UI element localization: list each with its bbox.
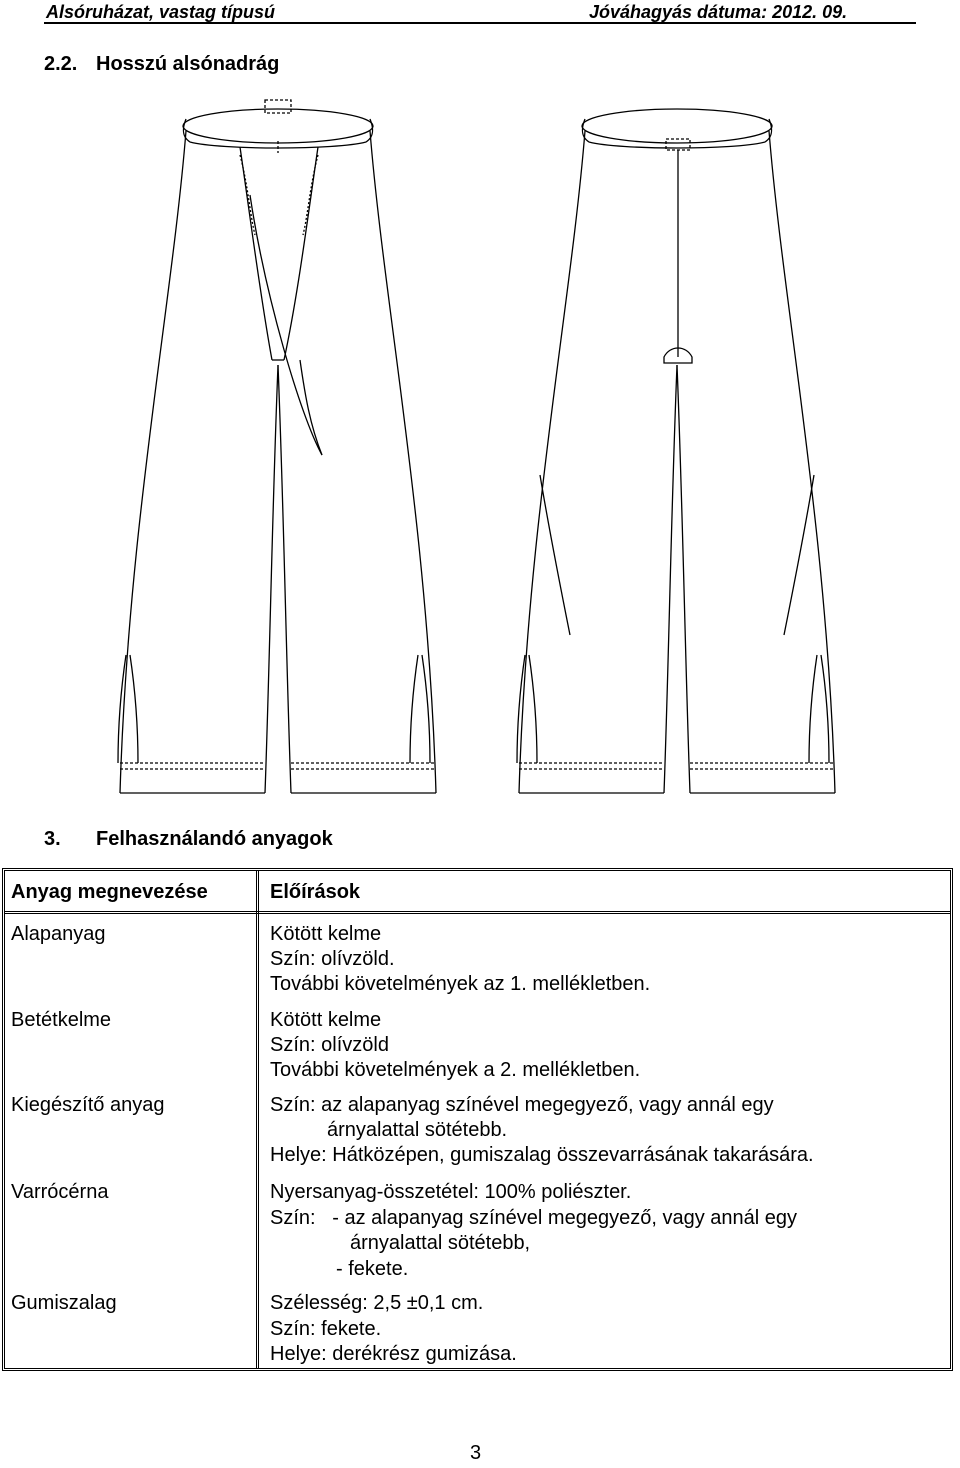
section-number: 2.2. xyxy=(44,53,78,75)
spec-line: - fekete. xyxy=(336,1258,409,1280)
spec-line: Szín: olívzöld xyxy=(270,1034,389,1056)
front-view xyxy=(118,100,436,793)
header-right: Jóváhagyás dátuma: 2012. 09. xyxy=(589,2,848,22)
spec-line: További követelmények a 2. mellékletben. xyxy=(270,1059,641,1081)
spec-line: árnyalattal sötétebb, xyxy=(350,1232,531,1254)
table-header-spec: Előírások xyxy=(270,881,361,903)
row-name-alapanyag: Alapanyag xyxy=(11,923,106,945)
header-left: Alsóruházat, vastag típusú xyxy=(46,2,276,22)
section-number: 3. xyxy=(44,828,61,850)
spec-line: Szín: olívzöld. xyxy=(270,948,395,970)
table-header-name: Anyag megnevezése xyxy=(11,881,208,903)
garment-drawing xyxy=(100,95,860,800)
back-view xyxy=(517,109,835,793)
section-heading: Hosszú alsónadrág xyxy=(96,53,280,75)
page-number: 3 xyxy=(470,1442,482,1464)
row-name-varrocerna: Varrócérna xyxy=(11,1181,109,1203)
section-title-2-2 xyxy=(44,53,279,76)
spec-line: Szín: - az alapanyag színével megegyező, vagy annál egy xyxy=(270,1207,797,1229)
spec-line: További követelmények az 1. mellékletben. xyxy=(270,973,651,995)
spec-line: Nyersanyag-összetétel: 100% poliészter. xyxy=(270,1181,632,1203)
column-divider xyxy=(256,871,259,1368)
row-name-betetkelme: Betétkelme xyxy=(11,1009,112,1031)
section-heading: Felhasználandó anyagok xyxy=(96,828,333,850)
spec-line: Szín: az alapanyag színével megegyező, vagy annál egy xyxy=(270,1094,774,1116)
section-title-3 xyxy=(44,828,333,851)
row-name-kiegeszito: Kiegészítő anyag xyxy=(11,1094,165,1116)
row-name-gumiszalag: Gumiszalag xyxy=(11,1292,117,1314)
spec-line: Szín: fekete. xyxy=(270,1318,382,1340)
spec-line: Helye: derékrész gumizása. xyxy=(270,1343,517,1365)
spec-line: Kötött kelme xyxy=(270,923,382,945)
spec-line: Szélesség: 2,5 ±0,1 cm. xyxy=(270,1292,484,1314)
header-divider xyxy=(5,911,950,914)
header-rule xyxy=(44,22,916,24)
materials-table xyxy=(2,868,953,1371)
spec-line: árnyalattal sötétebb. xyxy=(327,1119,508,1141)
spec-line: Kötött kelme xyxy=(270,1009,382,1031)
spec-line: Helye: Hátközépen, gumiszalag összevarrásának takarására. xyxy=(270,1144,814,1166)
